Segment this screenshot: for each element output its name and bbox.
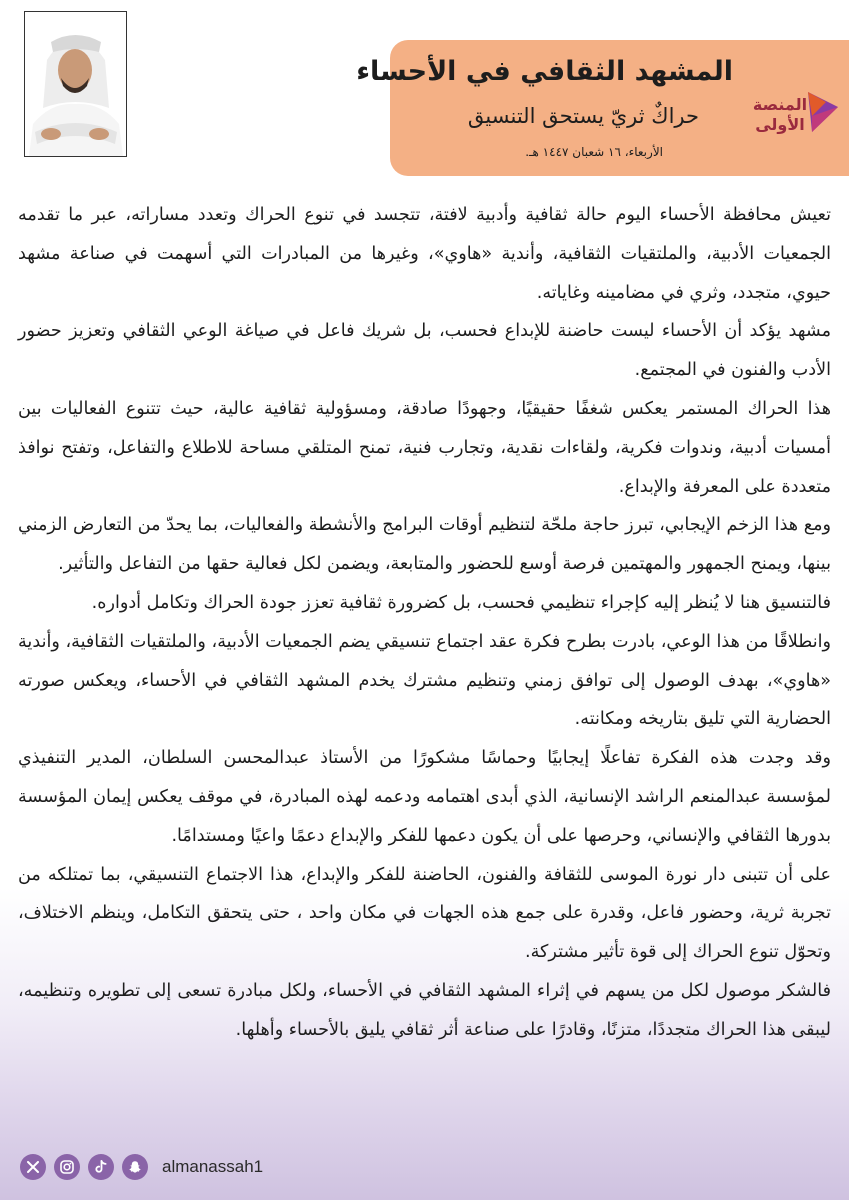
- article-body: [18, 196, 831, 1050]
- platform-logo: [752, 74, 842, 144]
- article-paragraph: على أن تتبنى دار نورة الموسى للثقافة والفنون، الحاضنة للفكر والإبداع، هذا الاجتماع التنسيقي، بما تمتلكه من تجربة ثرية، وحضور فاعل، وقدرة على جمع هذه الجهات في مكان واحد ، حتى يتحقق التكامل، وينظم الاختلاف، وتحوّل تنوع الحراك إلى قوة تأثير مشتركة.: [18, 864, 831, 963]
- svg-text:المنصة: المنصة: [752, 95, 808, 114]
- article-paragraph: هذا الحراك المستمر يعكس شغفًا حقيقيًا، وجهودًا صادقة، ومسؤولية ثقافية عالية، حيث تتنوع الفعاليات بين أمسيات أدبية، وندوات فكرية، ولقاءات نقدية، وتجارب فنية، تمنح المتلقي مساحة للاطلاع والتفاعل، وتفتح نوافذ متعددة على المعرفة والإبداع.: [18, 398, 831, 497]
- article-paragraph: مشهد يؤكد أن الأحساء ليست حاضنة للإبداع فحسب، بل شريك فاعل في صياغة الوعي الثقافي وتعزيز حضور الأدب والفنون في المجتمع.: [18, 321, 831, 381]
- tiktok-icon[interactable]: [88, 1154, 114, 1180]
- article-paragraph: تعيش محافظة الأحساء اليوم حالة ثقافية وأدبية لافتة، تتجسد في تنوع الحراك وتعدد مساراته، عبر ما تقدمه الجمعيات الأدبية، والملتقيات الثقافية، وأندية «هاوي»، وغيرها من المبادرات التي أسهمت في صناعة مشهد حيوي، متجدد، وثري في مضامينه وغاياته.: [18, 205, 831, 303]
- article-paragraph: وقد وجدت هذه الفكرة تفاعلًا إيجابيًا وحماسًا مشكورًا من الأستاذ عبدالمحسن السلطان، المدير التنفيذي لمؤسسة عبدالمنعم الراشد الإنسانية، الذي أبدى اهتمامه ودعمه لهذه المبادرة، في موقف يعكس إيمان المؤسسة بدورها الثقافي والإنساني، وحرصها على أن يكون دعمها للفكر والإبداع دعمًا واعيًا ومستدامًا.: [18, 748, 831, 846]
- x-icon[interactable]: [20, 1154, 46, 1180]
- snapchat-icon[interactable]: [122, 1154, 148, 1180]
- article-paragraph: ومع هذا الزخم الإيجابي، تبرز حاجة ملحّة لتنظيم أوقات البرامج والأنشطة والفعاليات، بما يحدّ من التعارض الزمني بينها، ويمنح الجمهور والمهتمين فرصة أوسع للحضور والمتابعة، ويضمن لكل فعالية حقها من التفاعل والتأثير.: [18, 515, 831, 575]
- page-title: المشهد الثقافي في الأحساء: [356, 56, 733, 87]
- social-footer: [20, 1151, 263, 1183]
- publish-date: الأربعاء، ١٦ شعبان ١٤٤٧ هـ.: [525, 145, 663, 159]
- social-handle[interactable]: almanassah1: [162, 1157, 264, 1176]
- article-paragraph: فالتنسيق هنا لا يُنظر إليه كإجراء تنظيمي فحسب، بل كضرورة ثقافية تعزز جودة الحراك وتكامل أدواره.: [91, 592, 831, 613]
- instagram-icon[interactable]: [54, 1154, 80, 1180]
- article-paragraph: وانطلاقًا من هذا الوعي، بادرت بطرح فكرة عقد اجتماع تنسيقي يضم الجمعيات الأدبية، والملتقيات الثقافية، وأندية «هاوي»، بهدف الوصول إلى توافق زمني وتنظيم مشترك يخدم المشهد الثقافي في الأحساء، ويعكس صورته الحضارية التي تليق بتاريخه ومكانته.: [18, 631, 831, 730]
- page-subtitle: حراكٌ ثريّ يستحق التنسيق: [467, 104, 699, 128]
- author-avatar-icon: [25, 12, 126, 156]
- author-photo: [24, 11, 127, 157]
- svg-text:الأولى: الأولى: [755, 115, 805, 134]
- article-paragraph: فالشكر موصول لكل من يسهم في إثراء المشهد الثقافي في الأحساء، ولكل مبادرة تسعى إلى تطويره وتنظيمه، ليبقى هذا الحراك متجددًا، متزنًا، وقادرًا على صناعة أثر ثقافي يليق بالأحساء وأهلها.: [18, 980, 831, 1040]
